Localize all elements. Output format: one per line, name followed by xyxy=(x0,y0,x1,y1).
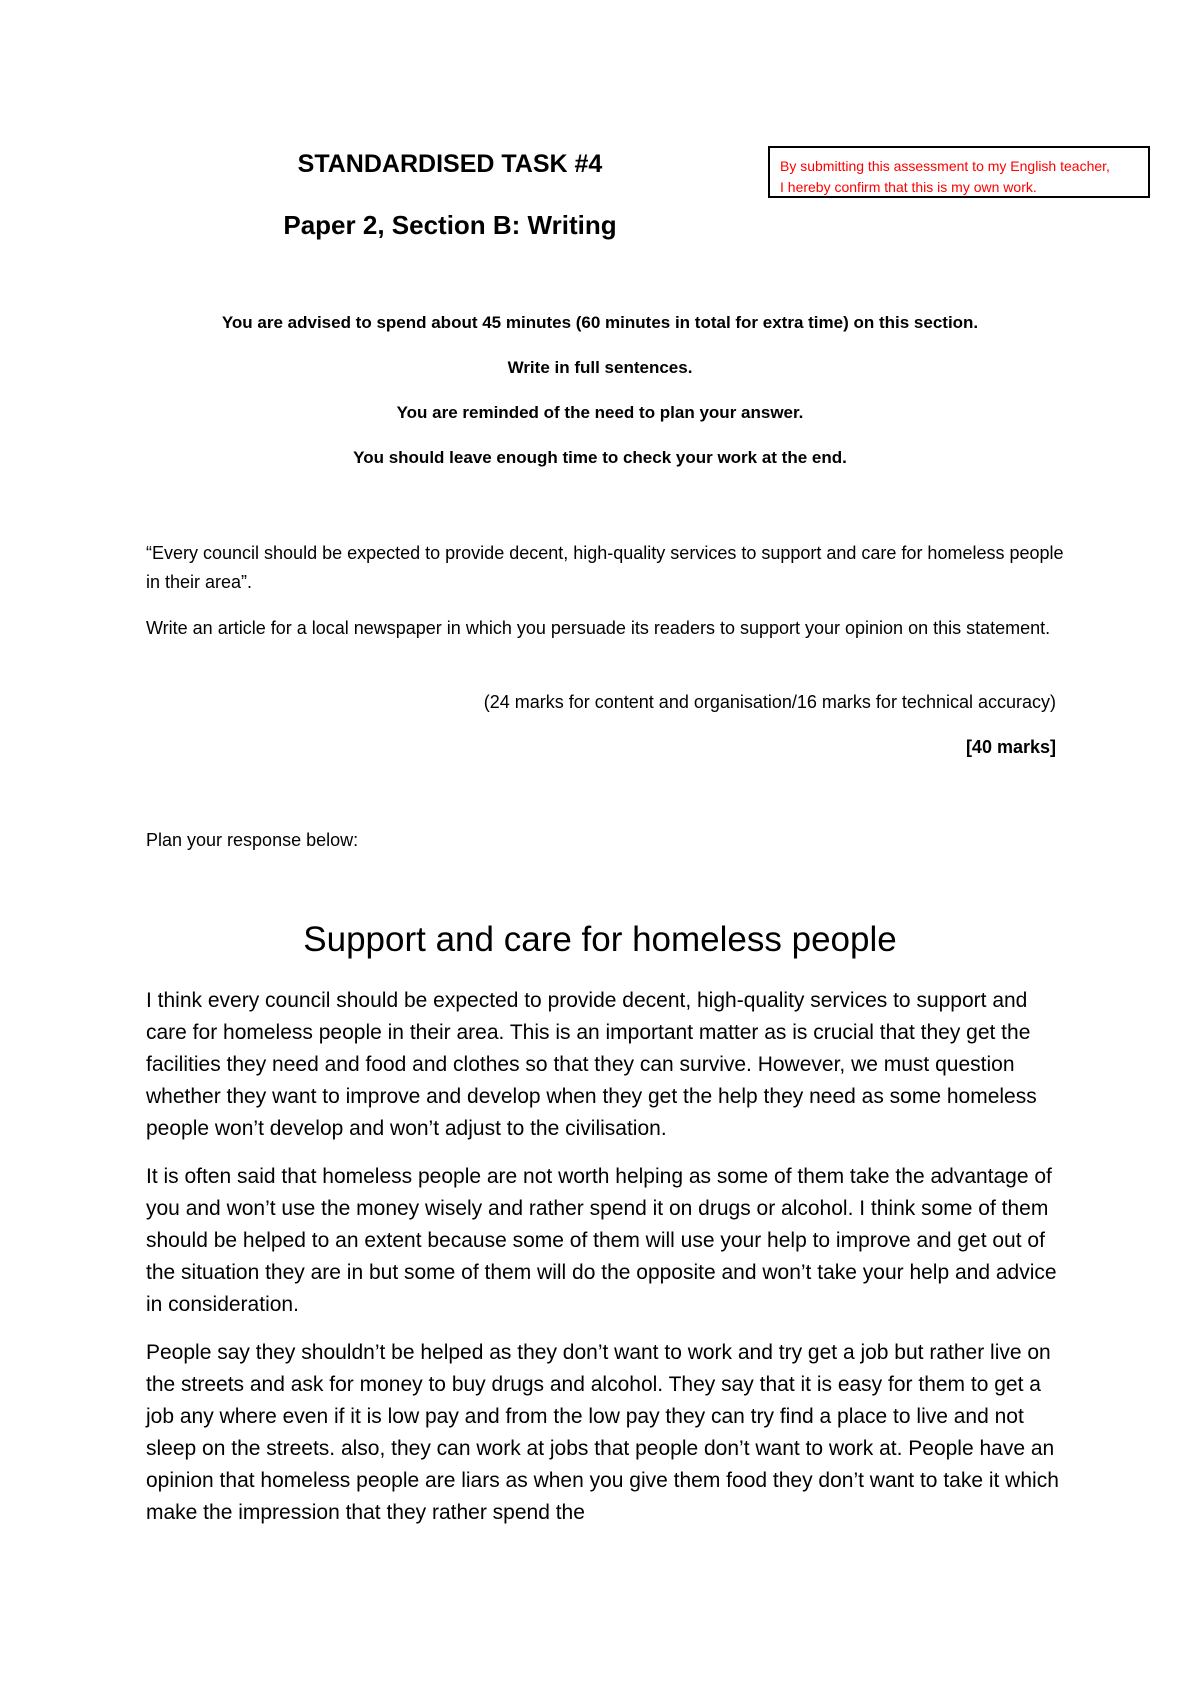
essay-paragraph-2: It is often said that homeless people are not worth helping as some of them take the advantage of you and won’t use the money wisely and rather spend it on drugs or alcohol. I think some of them should be helped to an extent because some of them will use your help to improve and get out of the situation they are in but some of them will do the opposite and won’t take your help and advice in consideration. xyxy=(146,1165,1057,1316)
essay-body xyxy=(146,985,1066,1545)
declaration-line-1: By submitting this assessment to my English teacher, xyxy=(780,158,1110,174)
instruction-time: You are advised to spend about 45 minutes (60 minutes in total for extra time) on this section. xyxy=(221,313,979,332)
plan-label: Plan your response below: xyxy=(146,830,359,850)
question-task: Write an article for a local newspaper in which you persuade its readers to support your opinion on this statement. xyxy=(146,618,1051,638)
essay-paragraph-3: People say they shouldn’t be helped as they don’t want to work and try get a job but rather live on the streets and ask for money to buy drugs and alcohol. They say that it is easy for them to get a job any where even if it is low pay and from the low pay they can try find a place to live and not sleep on the streets. also, they can work at jobs that people don’t want to work at. People have an opinion that homeless people are liars as when you give them food they don’t want to take it which make the impression that they rather spend the xyxy=(146,1341,1059,1524)
essay-title: Support and care for homeless people xyxy=(303,920,897,959)
instruction-check: You should leave enough time to check your work at the end. xyxy=(353,448,847,467)
paper-section-subtitle: Paper 2, Section B: Writing xyxy=(283,210,617,240)
declaration-line-2: I hereby confirm that this is my own work. xyxy=(780,179,1037,195)
essay-paragraph-1: I think every council should be expected to provide decent, high-quality services to support and care for homeless people in their area. This is an important matter as is crucial that they get the facilities they need and food and clothes so that they can survive. However, we must question whether they want to improve and develop when they get the help they need as some homeless people won’t develop and won’t adjust to the civilisation. xyxy=(146,989,1037,1140)
marks-breakdown: (24 marks for content and organisation/16 marks for technical accuracy) xyxy=(483,692,1056,712)
task-title: STANDARDISED TASK #4 xyxy=(297,150,603,178)
instruction-plan: You are reminded of the need to plan your answer. xyxy=(396,403,804,422)
declaration-box xyxy=(768,146,1150,198)
instructions xyxy=(100,313,1100,493)
marks-total: [40 marks] xyxy=(965,737,1056,757)
instruction-sentences: Write in full sentences. xyxy=(507,358,693,377)
question-quote: “Every council should be expected to provide decent, high-quality services to support and care for homeless people in their area”. xyxy=(146,543,1064,592)
